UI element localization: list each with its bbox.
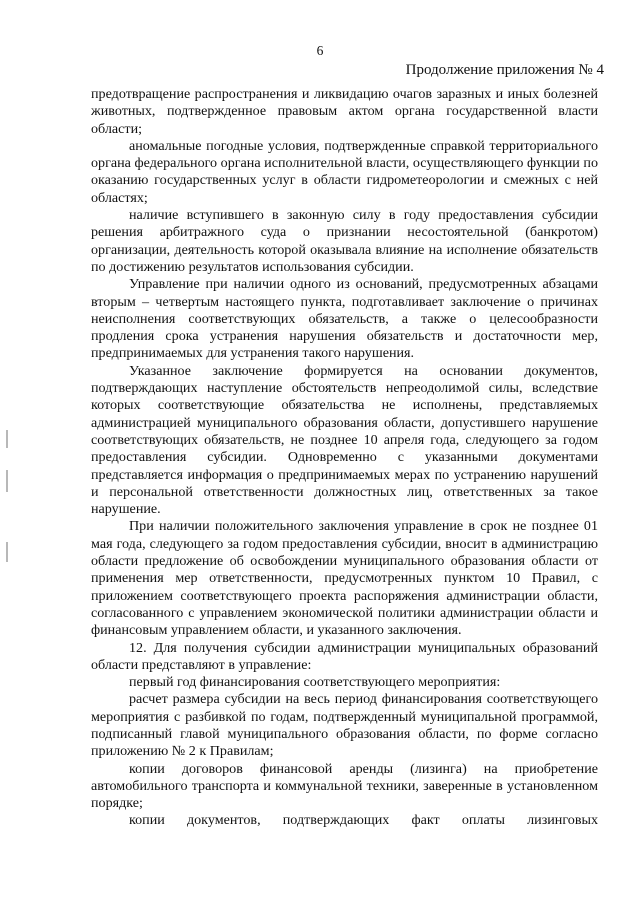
paragraph: предотвращение распространения и ликвидацию очагов заразных и иных болезней животных, подтвержденное правовым актом органа государственной власти области; xyxy=(91,86,598,137)
page-number: 6 xyxy=(316,43,324,58)
scan-mark xyxy=(6,542,8,562)
paragraph: копии договоров финансовой аренды (лизинга) на приобретение автомобильного транспорта и коммунальной техники, заверенные в установленном порядке; xyxy=(91,760,598,812)
paragraph: копии документов, подтверждающих факт оплаты лизинговых xyxy=(129,812,598,829)
paragraph: 12. Для получения субсидии администрации муниципальных образований области представляют в управление: xyxy=(91,639,598,673)
paragraph: наличие вступившего в законную силу в году предоставления субсидии решения арбитражного суда о признании несостоятельной (банкротом) организации, деятельность которой оказывала влияние на исполнение обязательств по достижению результатов использования субсидии. xyxy=(91,207,598,275)
paragraph: первый год финансирования соответствующего мероприятия: xyxy=(129,674,501,691)
scan-mark xyxy=(6,430,8,448)
document-body xyxy=(91,86,598,830)
scan-mark xyxy=(6,470,8,492)
paragraph: аномальные погодные условия, подтвержденные справкой территориального органа федерального органа исполнительной власти, осуществляющего функции по оказанию государственных услуг в области гидрометеорологии и смежных с ней областях; xyxy=(91,137,598,206)
scan-margin-marks xyxy=(6,430,12,580)
appendix-header: Продолжение приложения № 4 xyxy=(405,62,604,78)
paragraph: Указанное заключение формируется на основании документов, подтверждающих наступление обстоятельств непреодолимой силы, вследствие которых соответствующие обязательства не исполнены, представляемых администрацией муниципального образования области, допустившего нарушение соответствующих обязательств, не позднее 10 апреля года, следующего за годом предоставления субсидии. Одновременно с указанными документами представляется информация о предпринимаемых мерах по устранению нарушений и персональной ответственности должностных лиц, ответственных за такое нарушение. xyxy=(91,362,598,518)
paragraph: Управление при наличии одного из оснований, предусмотренных абзацами вторым – четвертым настоящего пункта, подготавливает заключение о причинах неисполнения соответствующих обязательств, а также о целесообразности продления срока устранения нарушения обязательств и достаточности мер, предпринимаемых для устранения такого нарушения. xyxy=(91,276,598,362)
paragraph: При наличии положительного заключения управление в срок не позднее 01 мая года, следующего за годом предоставления субсидии, вносит в администрацию области предложение об освобождении муниципального образования области от применения мер ответственности, предусмотренных пунктом 10 Правил, с приложением соответствующего проекта распоряжения администрации области, согласованного с управлением экономической политики администрации области и финансовым управлением области, и указанного заключения. xyxy=(91,518,598,639)
paragraph: расчет размера субсидии на весь период финансирования соответствующего мероприятия с разбивкой по годам, подтвержденный муниципальной программой, подписанный главой муниципального образования области, по форме согласно приложению № 2 к Правилам; xyxy=(91,691,598,760)
